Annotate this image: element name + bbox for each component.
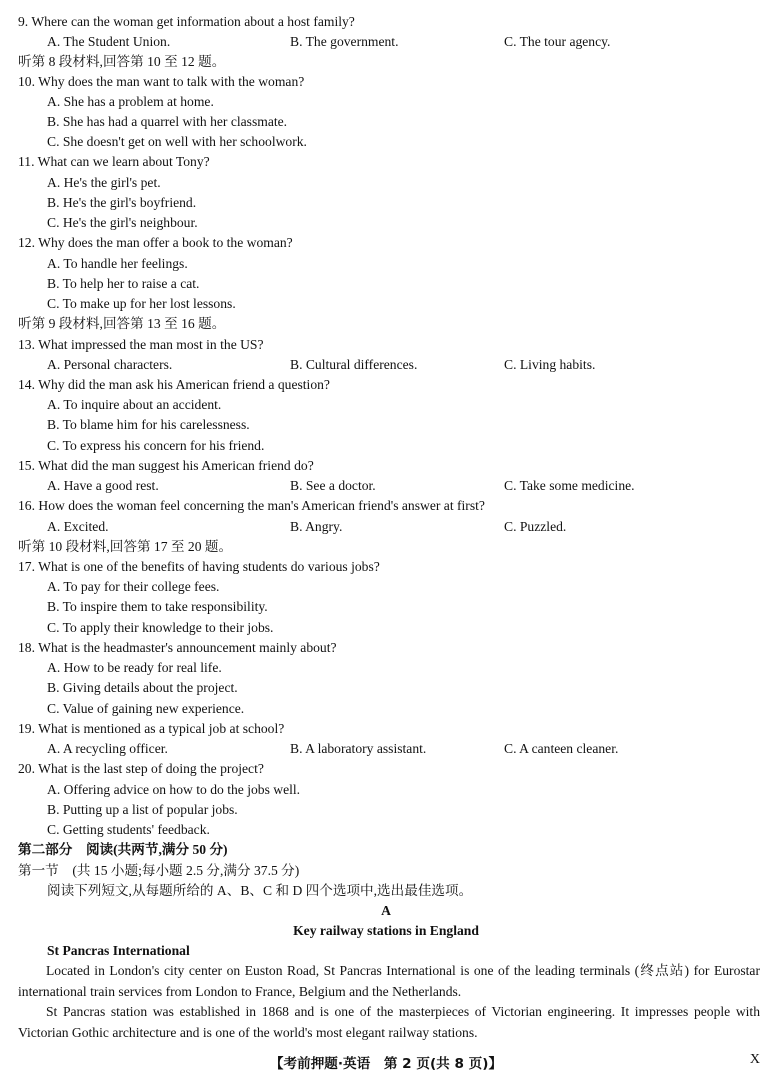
option-b: B. See a doctor.: [290, 478, 376, 493]
section-instruction-10: 听第 10 段材料,回答第 17 至 20 题。: [18, 539, 233, 554]
question-18-option-c: C. Value of gaining new experience.: [47, 701, 245, 716]
paragraph-2: St Pancras station was established in 1868 and is one of the masterpieces of Victorian engineering. It impresses people with Victorian Gothic architecture and is one of the world's most elegant railway stations.: [18, 1004, 760, 1040]
question-13-options: [47, 355, 772, 375]
question-20-stem: 20. What is the last step of doing the project?: [18, 761, 264, 776]
option-a: A. Have a good rest.: [47, 478, 159, 493]
question-16-stem: 16. How does the woman feel concerning the man's American friend's answer at first?: [18, 498, 485, 513]
option-b: B. Angry.: [290, 519, 343, 534]
question-18-option-b: B. Giving details about the project.: [47, 680, 238, 695]
question-9-stem: 9. Where can the woman get information about a host family?: [18, 14, 355, 29]
passage-subheading: St Pancras International: [47, 943, 190, 958]
option-c: C. Puzzled.: [504, 519, 567, 534]
question-12-option-c: C. To make up for her lost lessons.: [47, 296, 236, 311]
question-14-stem: 14. Why did the man ask his American friend a question?: [18, 377, 330, 392]
option-b: B. Cultural differences.: [290, 357, 418, 372]
question-11-option-a: A. He's the girl's pet.: [47, 175, 161, 190]
reading-instruction: 阅读下列短文,从每题所给的 A、B、C 和 D 四个选项中,选出最佳选项。: [47, 883, 473, 898]
question-17-option-c: C. To apply their knowledge to their jobs.: [47, 620, 274, 635]
question-16-options: [47, 517, 772, 537]
question-10-option-a: A. She has a problem at home.: [47, 94, 214, 109]
question-11-option-b: B. He's the girl's boyfriend.: [47, 195, 197, 210]
question-13-stem: 13. What impressed the man most in the US?: [18, 337, 264, 352]
option-b: B. The government.: [290, 34, 399, 49]
question-20-option-b: B. Putting up a list of popular jobs.: [47, 802, 238, 817]
paragraph-1: Located in London's city center on Euston Road, St Pancras International is one of the leading terminals (终点站) for Eurostar international train services from London to France, Belgium and the Netherlands.: [18, 963, 760, 999]
section-one-title: 第一节 (共 15 小题;每小题 2.5 分,满分 37.5 分): [18, 863, 300, 878]
option-a: A. Excited.: [47, 519, 109, 534]
question-20-option-a: A. Offering advice on how to do the jobs well.: [47, 782, 301, 797]
option-a: A. The Student Union.: [47, 34, 171, 49]
question-12-option-a: A. To handle her feelings.: [47, 256, 188, 271]
option-b: B. A laboratory assistant.: [290, 741, 427, 756]
part-two-title: 第二部分 阅读(共两节,满分 50 分): [18, 842, 228, 857]
footer-mark: X: [749, 1052, 760, 1067]
passage-letter: A: [381, 903, 391, 918]
question-17-option-a: A. To pay for their college fees.: [47, 579, 220, 594]
question-19-options: [47, 739, 772, 759]
option-c: C. A canteen cleaner.: [504, 741, 619, 756]
question-12-option-b: B. To help her to raise a cat.: [47, 276, 200, 291]
question-10-option-b: B. She has had a quarrel with her classmate.: [47, 114, 288, 129]
option-a: A. A recycling officer.: [47, 741, 168, 756]
question-17-stem: 17. What is one of the benefits of having students do various jobs?: [18, 559, 380, 574]
passage-title: Key railway stations in England: [293, 923, 479, 938]
question-14-option-c: C. To express his concern for his friend.: [47, 438, 265, 453]
question-11-option-c: C. He's the girl's neighbour.: [47, 215, 198, 230]
section-instruction-8: 听第 8 段材料,回答第 10 至 12 题。: [18, 54, 226, 69]
question-11-stem: 11. What can we learn about Tony?: [18, 154, 210, 169]
option-c: C. Living habits.: [504, 357, 596, 372]
option-c: C. The tour agency.: [504, 34, 611, 49]
question-14-option-b: B. To blame him for his carelessness.: [47, 417, 250, 432]
question-15-stem: 15. What did the man suggest his American friend do?: [18, 458, 314, 473]
question-15-options: [47, 476, 772, 496]
section-instruction-9: 听第 9 段材料,回答第 13 至 16 题。: [18, 316, 226, 331]
question-10-option-c: C. She doesn't get on well with her schoolwork.: [47, 134, 307, 149]
question-9-options: [47, 32, 772, 52]
question-17-option-b: B. To inspire them to take responsibility.: [47, 599, 268, 614]
question-18-option-a: A. How to be ready for real life.: [47, 660, 222, 675]
question-20-option-c: C. Getting students' feedback.: [47, 822, 210, 837]
question-12-stem: 12. Why does the man offer a book to the woman?: [18, 235, 293, 250]
passage-body: [18, 961, 760, 1043]
page-footer: 【考前押题·英语 第 2 页(共 8 页)】: [269, 1056, 503, 1072]
question-19-stem: 19. What is mentioned as a typical job at school?: [18, 721, 285, 736]
option-a: A. Personal characters.: [47, 357, 173, 372]
question-18-stem: 18. What is the headmaster's announcement mainly about?: [18, 640, 337, 655]
question-14-option-a: A. To inquire about an accident.: [47, 397, 222, 412]
question-10-stem: 10. Why does the man want to talk with the woman?: [18, 74, 305, 89]
option-c: C. Take some medicine.: [504, 478, 635, 493]
